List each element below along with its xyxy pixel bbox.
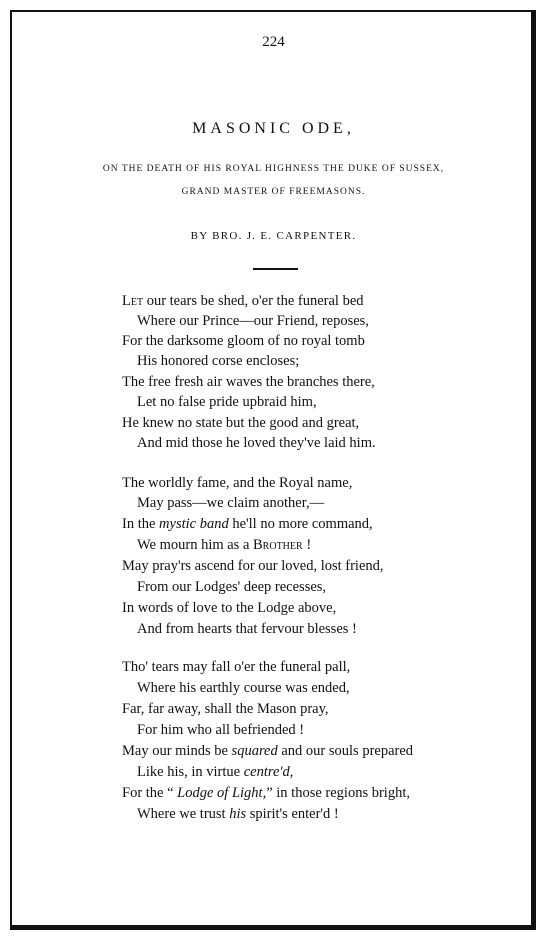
poem-line: In words of love to the Lodge above, bbox=[122, 600, 337, 616]
poem-title: MASONIC ODE, bbox=[192, 120, 355, 137]
poem-line: Like his, in virtue centre'd, bbox=[137, 764, 294, 780]
poem-line: From our Lodges' deep recesses, bbox=[137, 579, 327, 595]
poem-line: The worldly fame, and the Royal name, bbox=[122, 475, 353, 491]
poem-line: May our minds be squared and our souls prepared bbox=[122, 743, 414, 759]
poem-line: Tho' tears may fall o'er the funeral pall, bbox=[122, 659, 351, 675]
page-number: 224 bbox=[262, 34, 285, 50]
poem-line: Where our Prince—our Friend, reposes, bbox=[137, 313, 369, 329]
title-divider-rule bbox=[253, 268, 298, 270]
poem-line: And mid those he loved they've laid him. bbox=[137, 435, 376, 451]
poem-line: Let our tears be shed, o'er the funeral bed bbox=[122, 293, 364, 309]
poem-line: Far, far away, shall the Mason pray, bbox=[122, 701, 329, 717]
poem-line: May pass—we claim another,— bbox=[137, 495, 325, 511]
poem-line: Where we trust his spirit's enter'd ! bbox=[137, 806, 339, 822]
poem-line: We mourn him as a Brother ! bbox=[137, 537, 312, 553]
poem-line: The free fresh air waves the branches there, bbox=[122, 374, 375, 390]
poem-line: For the “ Lodge of Light,” in those regions bright, bbox=[122, 785, 410, 801]
poem-author: BY BRO. J. E. CARPENTER. bbox=[190, 230, 357, 242]
poem-subtitle-line-2: GRAND MASTER OF FREEMASONS. bbox=[181, 187, 366, 197]
poem-line: Let no false pride upbraid him, bbox=[137, 394, 317, 410]
poem-line: In the mystic band he'll no more command, bbox=[122, 516, 373, 532]
poem-line: His honored corse encloses; bbox=[137, 353, 300, 369]
poem-line: May pray'rs ascend for our loved, lost friend, bbox=[122, 558, 384, 574]
poem-line: And from hearts that fervour blesses ! bbox=[137, 621, 357, 637]
poem-line: For the darksome gloom of no royal tomb bbox=[122, 333, 365, 349]
poem-line: He knew no state but the good and great, bbox=[122, 415, 360, 431]
poem-line: For him who all befriended ! bbox=[137, 722, 305, 738]
poem-subtitle-line-1: ON THE DEATH OF HIS ROYAL HIGHNESS THE DUKE OF SUSSEX, bbox=[102, 164, 445, 174]
poem-line: Where his earthly course was ended, bbox=[137, 680, 350, 696]
